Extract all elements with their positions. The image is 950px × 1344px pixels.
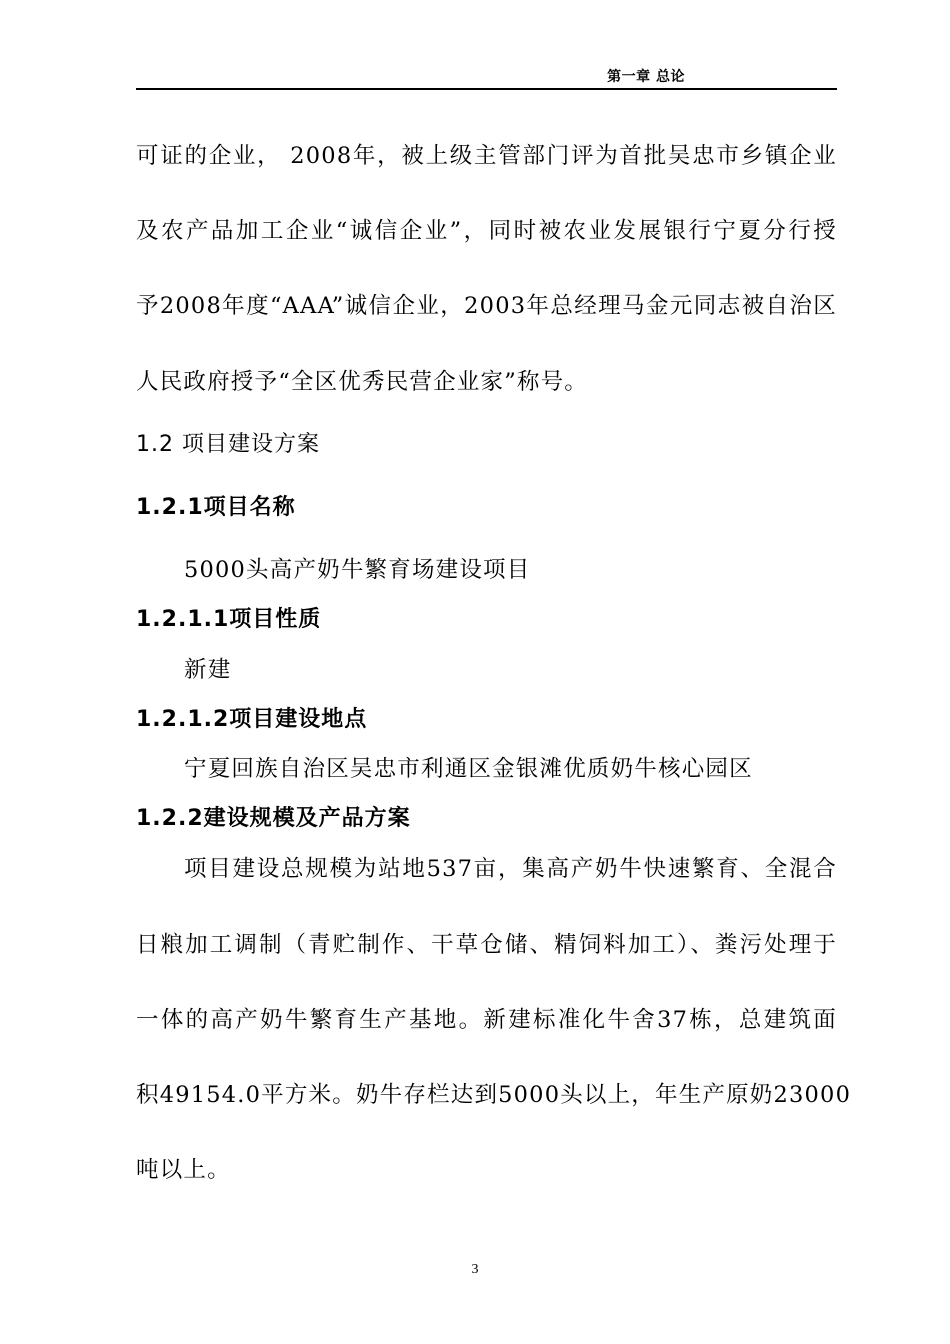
paragraph-line: 日粮加工调制（青贮制作、干草仓储、精饲料加工）、粪污处理于	[136, 932, 837, 958]
page-header	[136, 66, 837, 90]
chapter-title: 第一章 总论	[607, 69, 685, 85]
section-heading-1-2-1-2: 1.2.1.2项目建设地点	[136, 707, 368, 732]
paragraph-line: 一体的高产奶牛繁育生产基地。新建标准化牛舍37栋，总建筑面	[136, 1007, 837, 1033]
paragraph-line: 积49154.0平方米。奶牛存栏达到5000头以上，年生产原奶23000	[136, 1082, 852, 1108]
paragraph-line: 予2008年度“AAA”诚信企业，2003年总经理马金元同志被自治区	[136, 293, 837, 319]
section-heading-1-2: 1.2 项目建设方案	[136, 432, 320, 457]
project-nature-text: 新建	[184, 657, 232, 683]
paragraph-line: 及农产品加工企业“诚信企业”，同时被农业发展银行宁夏分行授	[136, 218, 837, 244]
project-name-text: 5000头高产奶牛繁育场建设项目	[184, 557, 531, 583]
page-number: 3	[471, 1262, 479, 1277]
paragraph-line: 可证的企业， 2008年，被上级主管部门评为首批吴忠市乡镇企业	[136, 143, 837, 169]
project-location-text: 宁夏回族自治区吴忠市利通区金银滩优质奶牛核心园区	[184, 756, 753, 782]
paragraph-line: 吨以上。	[136, 1157, 231, 1183]
paragraph-line: 项目建设总规模为站地537亩，集高产奶牛快速繁育、全混合	[184, 856, 837, 882]
section-heading-1-2-2: 1.2.2建设规模及产品方案	[136, 806, 411, 831]
section-heading-1-2-1-1: 1.2.1.1项目性质	[136, 607, 322, 632]
paragraph-line: 人民政府授予“全区优秀民营企业家”称号。	[136, 369, 589, 395]
section-heading-1-2-1: 1.2.1项目名称	[136, 495, 296, 520]
